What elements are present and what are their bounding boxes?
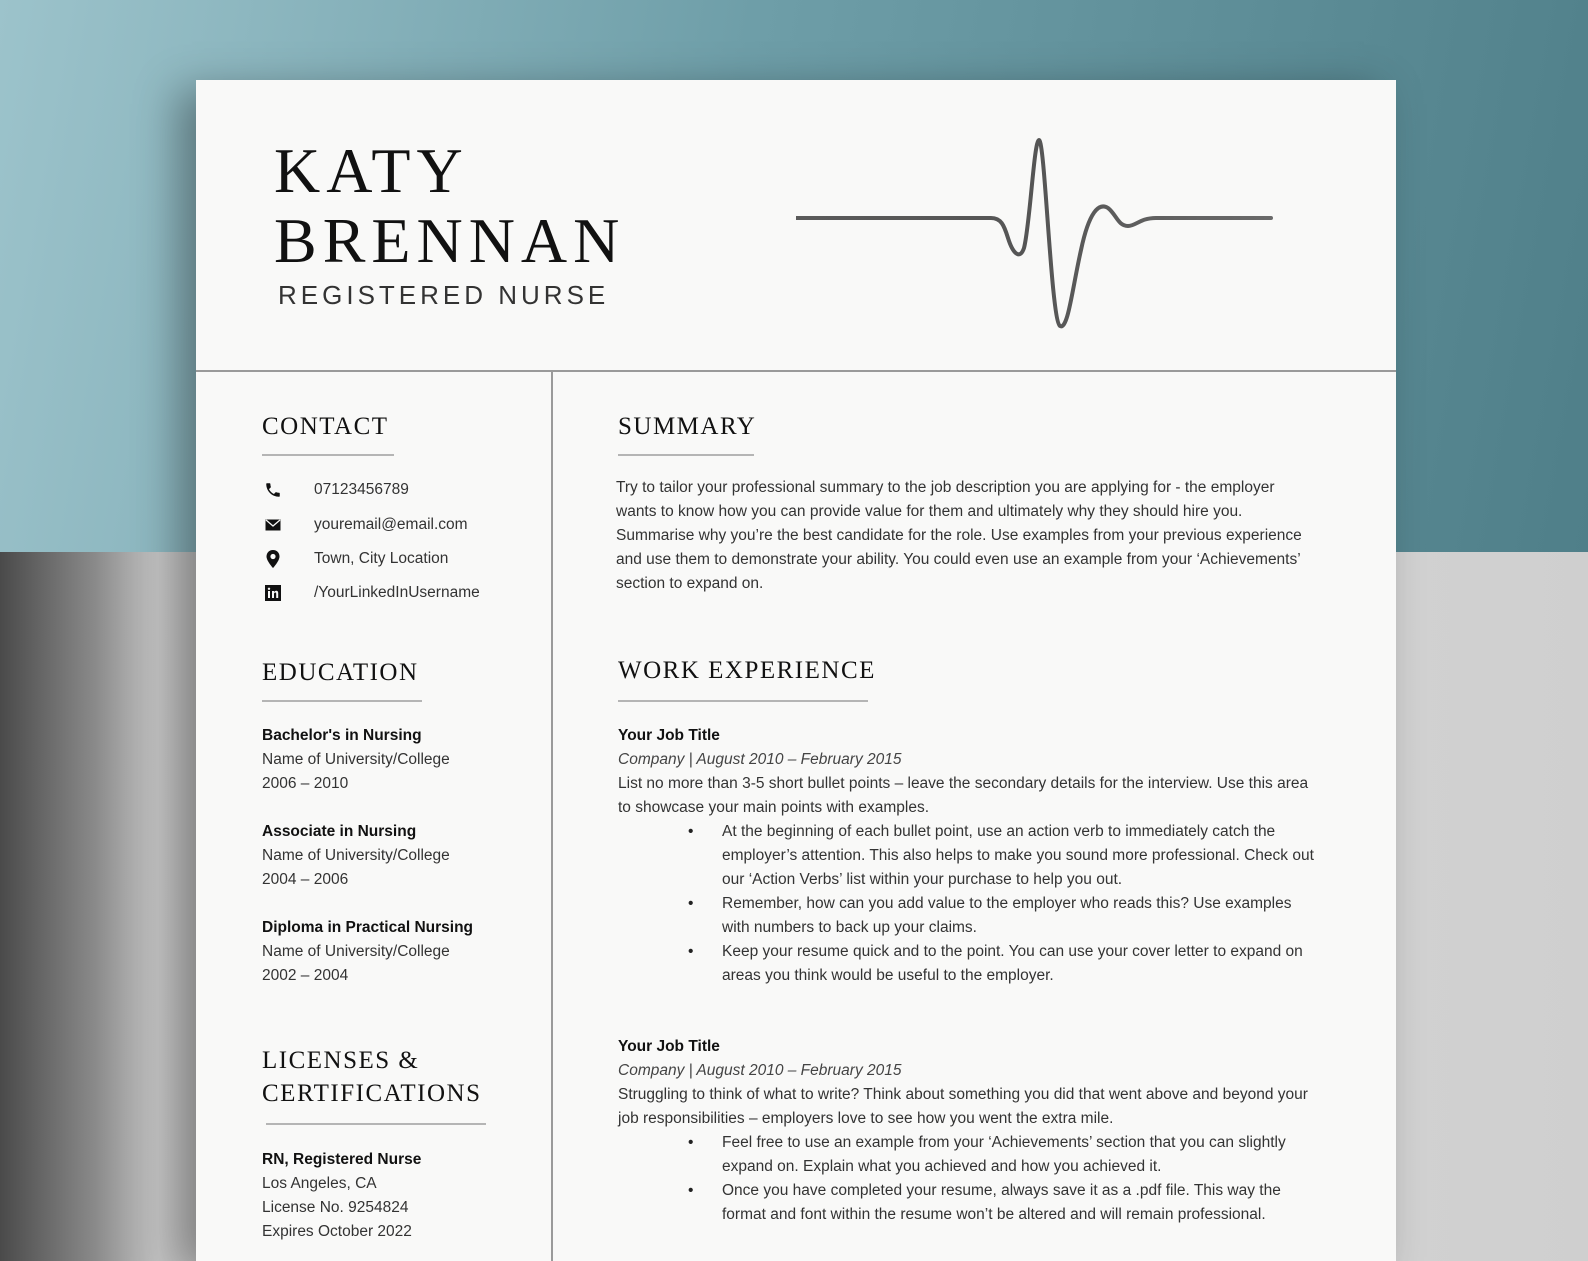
contact-heading: CONTACT	[262, 413, 389, 440]
license-location: Los Angeles, CA	[262, 1175, 377, 1192]
contact-phone	[262, 478, 409, 502]
licenses-heading-rule	[266, 1123, 486, 1125]
summary-text: Try to tailor your professional summary to the job description you are applying for - the employer wants to know how you can provide value for them and ultimately why they should hire you. Summarise why you’re the best candidate for the role. Use examples from your previous experience and use them to demonstrate your ability. You could even use an example from your ‘Achievements’ section to expand on.	[616, 479, 1302, 592]
linkedin-username: /YourLinkedInUsername	[314, 584, 480, 601]
license-item	[262, 1148, 421, 1244]
summary-heading-rule	[618, 454, 754, 456]
education-item	[262, 820, 450, 892]
license-number: License No. 9254824	[262, 1199, 409, 1216]
job-bullet: • Feel free to use an example from your ‘Achievements’ section that you can slightly expand on. Explain what you achieved and how you achieved it.	[722, 1131, 1318, 1179]
resume-header	[196, 80, 1396, 370]
job-title: Your Job Title	[618, 727, 720, 744]
education-item	[262, 916, 473, 988]
job-bullet: • At the beginning of each bullet point, use an action verb to immediately catch the employer’s attention. This also helps to make you sound more professional. Check out our ‘Action Verbs’ list within your purchase to help you out.	[722, 820, 1318, 892]
job-bullets	[618, 820, 1318, 988]
education-years: 2002 – 2004	[262, 967, 349, 984]
job-bullet: • Keep your resume quick and to the point. You can use your cover letter to expand on areas you think would be useful to the employer.	[722, 940, 1318, 988]
header-divider	[196, 370, 1396, 372]
licenses-heading-line1: LICENSES &	[262, 1047, 420, 1074]
school-name: Name of University/College	[262, 847, 450, 864]
job-intro: List no more than 3-5 short bullet points – leave the secondary details for the interview. Use this area to showcase your main points with examples.	[618, 775, 1309, 816]
school-name: Name of University/College	[262, 943, 450, 960]
licenses-heading	[262, 1044, 482, 1110]
linkedin-icon	[262, 582, 284, 604]
job-intro: Struggling to think of what to write? Think about something you did that went above and beyond your job responsibilities – employers love to see how you went the extra mile.	[618, 1086, 1308, 1127]
mail-icon	[262, 514, 284, 536]
work-heading-rule	[618, 700, 868, 702]
contact-linkedin	[262, 581, 480, 605]
job-entry	[618, 724, 1318, 988]
education-years: 2006 – 2010	[262, 775, 349, 792]
job-entry	[618, 1035, 1318, 1227]
job-title: Your Job Title	[618, 1038, 720, 1055]
work-heading: WORK EXPERIENCE	[618, 657, 876, 684]
contact-email	[262, 513, 468, 537]
education-years: 2004 – 2006	[262, 871, 349, 888]
contact-heading-rule	[262, 454, 394, 456]
summary-heading: SUMMARY	[618, 413, 757, 440]
heartbeat-line-icon	[796, 130, 1276, 330]
job-bullet: • Once you have completed your resume, always save it as a .pdf file. This way the format and font within the resume won’t be altered and will remain professional.	[722, 1179, 1318, 1227]
degree-name: Associate in Nursing	[262, 823, 417, 840]
email-address: youremail@email.com	[314, 516, 468, 533]
license-name: RN, Registered Nurse	[262, 1151, 422, 1168]
column-divider	[551, 372, 553, 1261]
degree-name: Diploma in Practical Nursing	[262, 919, 474, 936]
job-bullet: • Remember, how can you add value to the employer who reads this? Use examples with numbers to back up your claims.	[722, 892, 1318, 940]
degree-name: Bachelor's in Nursing	[262, 727, 422, 744]
phone-icon	[262, 479, 284, 501]
job-role: REGISTERED NURSE	[278, 280, 610, 310]
first-name: KATY	[274, 135, 469, 206]
job-company-dates: Company | August 2010 – February 2015	[618, 1062, 902, 1079]
job-bullets	[618, 1131, 1318, 1227]
school-name: Name of University/College	[262, 751, 450, 768]
phone-number: 07123456789	[314, 481, 409, 498]
location-text: Town, City Location	[314, 550, 449, 567]
applicant-name	[274, 136, 625, 276]
contact-location	[262, 547, 449, 571]
education-item	[262, 724, 450, 796]
last-name: BRENNAN	[274, 205, 626, 276]
license-expiry: Expires October 2022	[262, 1223, 412, 1240]
location-pin-icon	[262, 548, 284, 570]
licenses-heading-line2: CERTIFICATIONS	[262, 1080, 482, 1107]
resume-page	[196, 80, 1396, 1261]
education-heading: EDUCATION	[262, 659, 419, 686]
job-company-dates: Company | August 2010 – February 2015	[618, 751, 902, 768]
education-heading-rule	[262, 700, 422, 702]
